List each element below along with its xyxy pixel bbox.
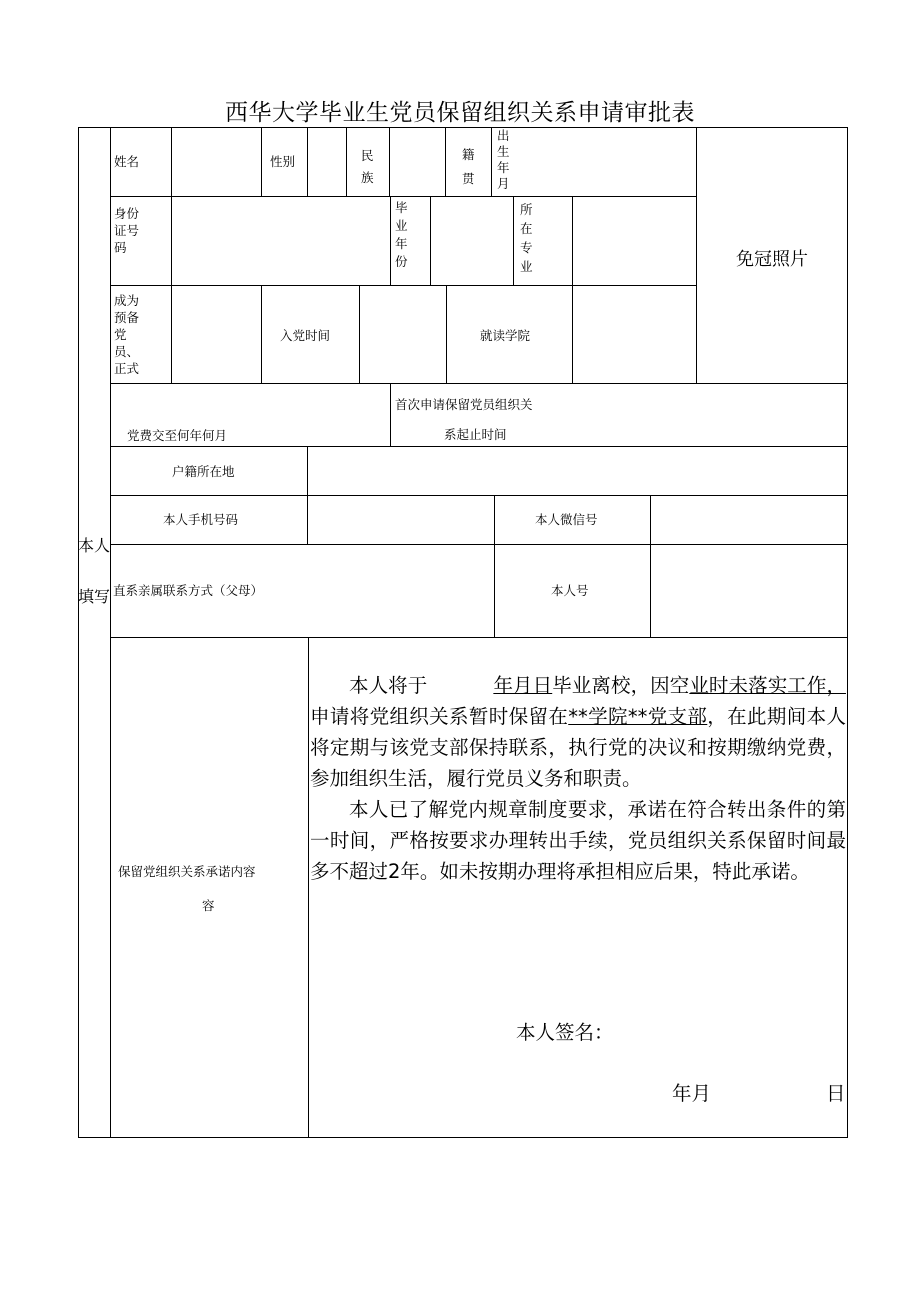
col-line (445, 127, 446, 196)
table-border-top (78, 127, 848, 128)
row-line (110, 383, 848, 384)
col-line (650, 544, 651, 637)
col-line (446, 285, 447, 383)
row-line (110, 495, 848, 496)
date-day: 日 (826, 1082, 846, 1105)
col-line (261, 285, 262, 383)
promise-p1-a: 本人将于 (349, 674, 428, 697)
promise-date-blank: 年月日 (493, 674, 553, 697)
label-dues-until: 党费交至何年何月 (127, 428, 228, 443)
promise-p2: 本人已了解党内规章制度要求，承诺在符合转出条件的第一时间，严格按要求办理转出手续，党员组织关系保留时间最多不超过2年。如未按期办理将承担相应后果，特此承诺。 (310, 798, 846, 883)
col-line (307, 446, 308, 495)
label-native-place: 籍贯 (462, 147, 475, 186)
label-id-number: 身份证号码 (114, 206, 140, 255)
form-title: 西华大学毕业生党员保留组织关系申请审批表 (225, 100, 695, 126)
row-line (110, 446, 848, 447)
label-major: 所在专业 (520, 202, 533, 274)
table-border-right (847, 127, 848, 1138)
col-line (261, 127, 262, 196)
signature-label: 本人签名： (516, 1021, 614, 1044)
row-line (110, 196, 696, 197)
label-ethnicity: 民族 (361, 148, 374, 185)
label-gender: 性别 (270, 154, 296, 169)
row-line (110, 544, 848, 545)
col-line (171, 285, 172, 383)
col-line (308, 637, 309, 1137)
label-join-time: 入党时间 (280, 328, 331, 343)
label-promise: 保留党组织关系承诺内容 (118, 864, 256, 879)
col-line (650, 495, 651, 544)
label-name: 姓名 (114, 154, 140, 169)
col-line (171, 196, 172, 285)
label-wechat: 本人微信号 (535, 512, 598, 527)
promise-reason: 业时未落实工作， (689, 674, 846, 697)
label-household: 户籍所在地 (172, 464, 235, 479)
promise-p1-b: 毕业离校，因空 (552, 674, 690, 697)
side-column-line (110, 127, 111, 1138)
label-grad-year: 毕业年份 (395, 200, 408, 269)
label-college: 就读学院 (480, 328, 531, 343)
col-line (307, 495, 308, 544)
row-line (110, 637, 848, 638)
table-border-left (78, 127, 79, 1138)
label-relative-contact: 直系亲属联系方式（父母） (113, 583, 264, 598)
col-line (390, 383, 391, 446)
col-line (491, 127, 492, 196)
promise-p1-d: ，在此期间本人将定期与该党支部保持联系，执行党的决议和按期缴纳党费，参加组织生活，履行党员义务和职责。 (310, 705, 846, 790)
label-birth: 出生年月 (497, 128, 510, 191)
col-line (494, 495, 495, 544)
date-year-month: 年月 (672, 1082, 712, 1105)
label-self-number: 本人号 (551, 583, 589, 598)
col-line (171, 127, 172, 196)
table-border-bottom (78, 1137, 848, 1138)
col-line (390, 196, 391, 285)
col-line (572, 196, 573, 285)
self-fill-side-label: 本人填写 (78, 536, 111, 606)
row-line (110, 285, 696, 286)
photo-placeholder: 免冠照片 (736, 249, 808, 270)
col-line (389, 127, 390, 196)
label-phone: 本人手机号码 (163, 512, 239, 527)
promise-org: **学院**党支部 (568, 705, 708, 728)
label-promise-wrap: 容 (202, 898, 215, 913)
label-full-member-time: 成为预备党员、正式 (114, 293, 140, 376)
col-line (346, 127, 347, 196)
label-first-apply-line2: 系起止时间 (444, 427, 507, 442)
col-line (572, 285, 573, 383)
col-line (307, 127, 308, 196)
col-line (494, 544, 495, 637)
col-line (430, 196, 431, 285)
promise-p1-c: 申请将党组织关系暂时保留在 (310, 705, 569, 728)
col-line (513, 196, 514, 285)
label-first-apply-line1: 首次申请保留党员组织关 (395, 397, 533, 412)
promise-content (310, 670, 846, 887)
col-line (359, 285, 360, 383)
